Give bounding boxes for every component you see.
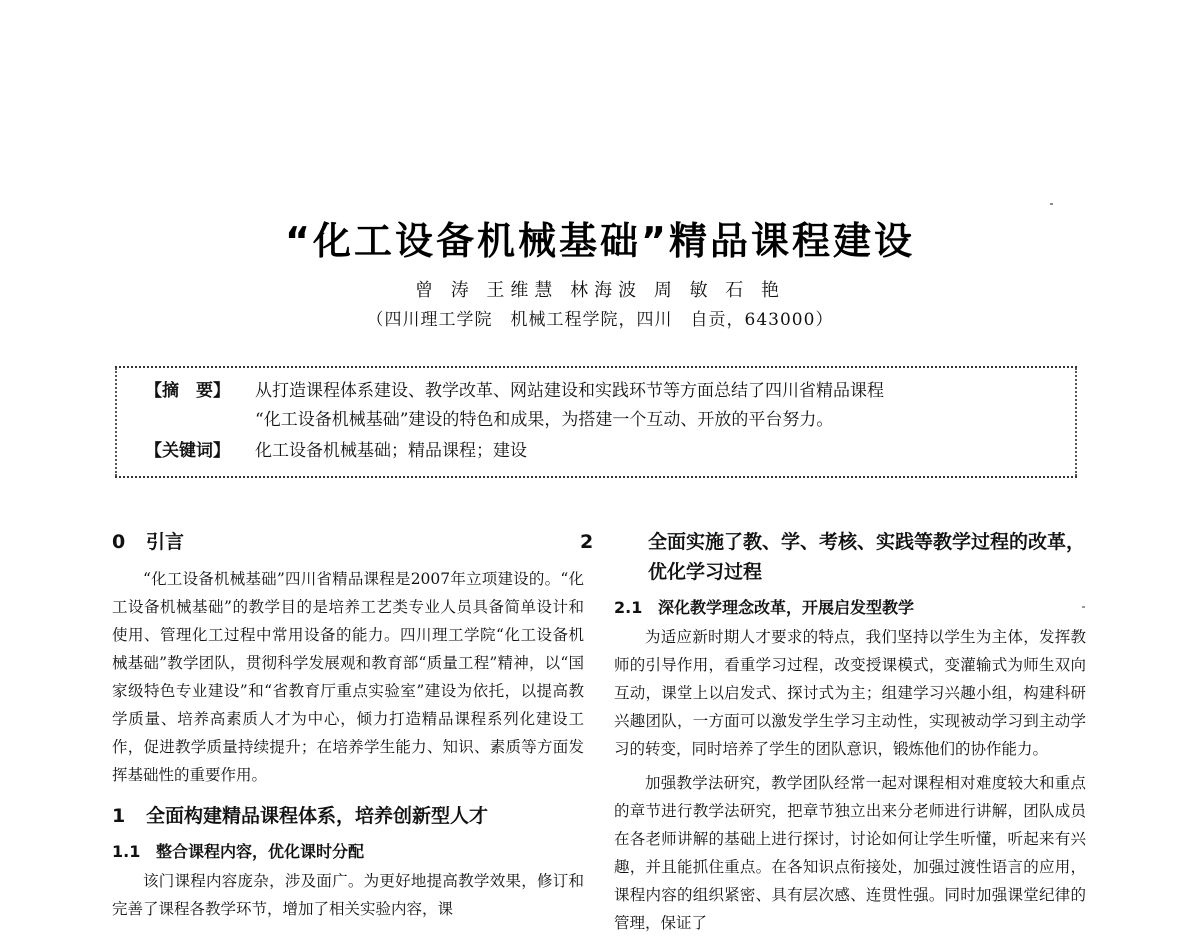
subsection-number: 2.1 bbox=[614, 598, 643, 617]
abstract-text-line-1: 从打造课程体系建设、教学改革、网站建设和实践环节等方面总结了四川省精品课程 bbox=[255, 381, 884, 401]
right-column bbox=[580, 525, 1086, 937]
section-1-1-heading bbox=[112, 839, 584, 865]
scan-speck bbox=[1050, 203, 1053, 205]
section-title: 引言 bbox=[146, 531, 185, 553]
subsection-title: 整合课程内容，优化课时分配 bbox=[156, 842, 365, 861]
subsection-title: 深化教学理念改革，开展启发型教学 bbox=[658, 598, 915, 617]
section-number: 1 bbox=[112, 805, 126, 827]
section-number: 0 bbox=[112, 531, 126, 553]
abstract-box bbox=[115, 366, 1077, 478]
section-2-1-paragraph-2: 加强教学法研究，教学团队经常一起对课程相对难度较大和重点的章节进行教学法研究，把章节独立出来分老师进行讲解，团队成员在各老师讲解的基础上进行探讨，讨论如何让学生听懂，听起来有兴趣，并且能抓住重点。在各知识点衔接处，加强过渡性语言的应用，课程内容的组织紧密、具有层次感、连贯性强。同时加强课堂纪律的管理，保证了 bbox=[614, 774, 1086, 932]
section-1-heading bbox=[112, 801, 584, 831]
keywords-text: 化工设备机械基础；精品课程；建设 bbox=[255, 441, 527, 461]
keywords-label: 【关键词】 bbox=[145, 441, 230, 461]
section-2-heading bbox=[580, 527, 1086, 587]
paper-title: “化工设备机械基础”精品课程建设 bbox=[285, 219, 915, 263]
section-2-1-paragraph-1: 为适应新时期人才要求的特点，我们坚持以学生为主体，发挥教师的引导作用，看重学习过程，改变授课模式，变灌输式为师生双向互动，课堂上以启发式、探讨式为主；组建学习兴趣小组，构建科研兴趣团队，一方面可以激发学生学习主动性，实现被动学习到主动学习的转变，同时培养了学生的团队意识，锻炼他们的协作能力。 bbox=[614, 628, 1086, 758]
section-title: 全面实施了教、学、考核、实践等教学过程的改革，优化学习过程 bbox=[648, 531, 1086, 583]
author-list: 曾 涛 王维慧 林海波 周 敏 石 艳 bbox=[414, 280, 786, 301]
keywords-row bbox=[145, 438, 527, 465]
section-0-heading bbox=[112, 527, 584, 557]
section-1-1-paragraph: 该门课程内容庞杂，涉及面广。为更好地提高教学效果，修订和完善了课程各教学环节，增加了相关实验内容，课 bbox=[112, 872, 584, 918]
section-2-1-heading bbox=[614, 595, 1086, 621]
abstract-label: 【摘 要】 bbox=[145, 381, 230, 401]
abstract-row-1 bbox=[145, 378, 884, 405]
intro-paragraph: “化工设备机械基础”四川省精品课程是2007年立项建设的。“化工设备机械基础”的教学目的是培养工艺类专业人员具备简单设计和使用、管理化工过程中常用设备的能力。四川理工学院“化工设备机械基础”教学团队，贯彻科学发展观和教育部“质量工程”精神，以“国家级特色专业建设”和“省教育厅重点实验室”建设为依托，以提高教学质量、培养高素质人才为中心，倾力打造精品课程系列化建设工作，促进教学质量持续提升；在培养学生能力、知识、素质等方面发挥基础性的重要作用。 bbox=[112, 570, 584, 784]
abstract-row-2 bbox=[145, 407, 833, 434]
subsection-number: 1.1 bbox=[112, 842, 141, 861]
affiliation: （四川理工学院 机械工程学院，四川 自贡，643000） bbox=[366, 310, 834, 330]
section-title: 全面构建精品课程体系，培养创新型人才 bbox=[146, 805, 489, 827]
section-number: 2 bbox=[580, 531, 594, 553]
left-column bbox=[112, 525, 584, 923]
abstract-text-line-2: “化工设备机械基础”建设的特色和成果，为搭建一个互动、开放的平台努力。 bbox=[255, 410, 834, 430]
